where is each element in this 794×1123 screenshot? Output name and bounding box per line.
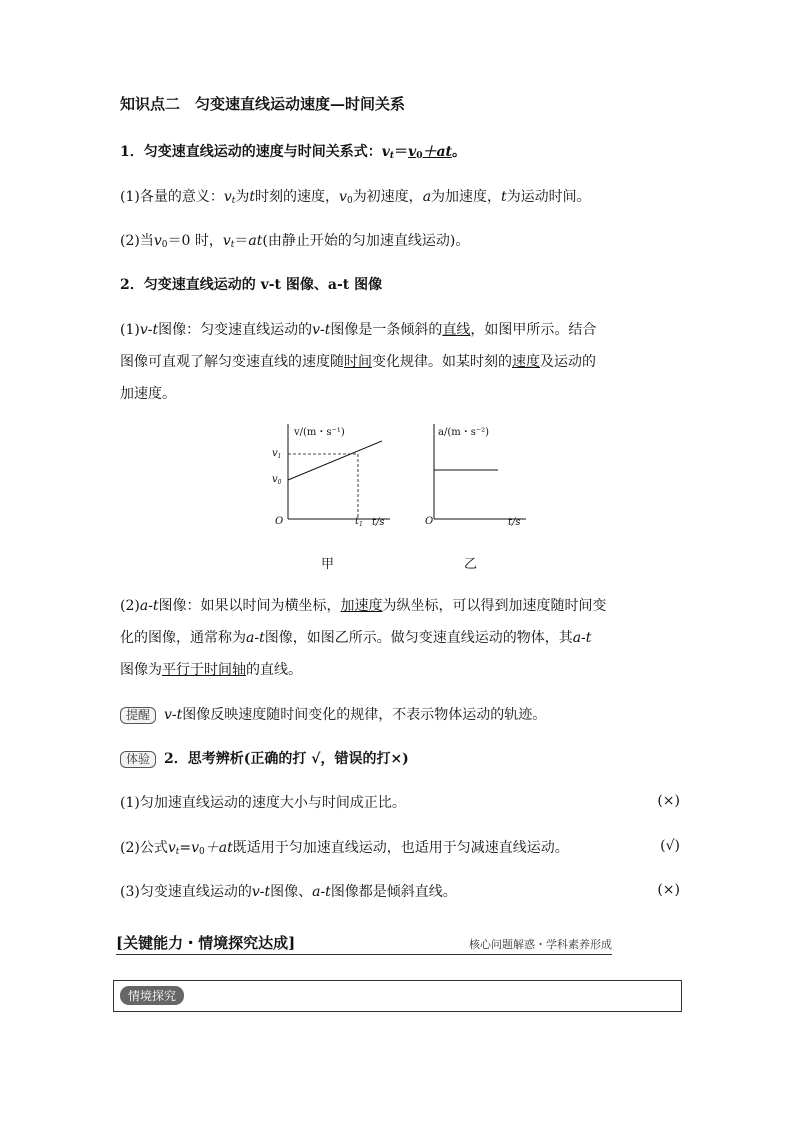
text: 为运动时间。	[506, 189, 591, 205]
experience-line	[120, 749, 409, 769]
text: (1)	[120, 322, 140, 338]
text: (3)匀变速直线运动的	[120, 884, 252, 900]
subscript: t	[230, 240, 235, 250]
text: (1)各量的意义：	[120, 189, 224, 205]
experience-text: 2．思考辨析(正确的打 √，错误的打×)	[164, 751, 409, 767]
text: 的直线。	[246, 662, 302, 678]
vt-line	[288, 441, 382, 480]
underlined-answer: 时间	[344, 354, 372, 370]
text: 图像：如果以时间为横坐标，	[158, 598, 341, 614]
text: 图像，如图乙所示。做匀变速直线运动的物体，其	[264, 630, 573, 646]
symbol: a-t	[572, 630, 592, 646]
text: (2)	[120, 598, 140, 614]
text: 时刻的速度，	[255, 189, 340, 205]
text: 变化规律。如某时刻的	[372, 354, 512, 370]
item-2-2	[120, 590, 680, 686]
text: 图像可直观了解匀变速直线的速度随	[120, 354, 344, 370]
section-title: [关键能力・情境探究达成]	[116, 934, 296, 952]
tip-text: 图像反映速度随时间变化的规律，不表示物体运动的轨迹。	[182, 707, 547, 723]
symbol: v-t	[312, 322, 331, 338]
section-bar	[116, 932, 612, 955]
symbol: v	[191, 840, 200, 856]
question-3	[120, 882, 457, 902]
text: 图像都是倾斜直线。	[330, 884, 457, 900]
symbol: a-t	[312, 884, 331, 900]
question-1: (1)匀加速直线运动的速度大小与时间成正比。	[120, 795, 406, 811]
symbol: v	[223, 189, 232, 205]
experience-tag: 体验	[120, 751, 156, 768]
item-2-1-line-1	[120, 314, 680, 346]
text: 为	[235, 189, 250, 205]
symbol: t	[501, 189, 507, 205]
underlined-answer: 平行于时间轴	[162, 662, 246, 678]
symbol: v-t	[164, 707, 183, 723]
at-caption: 乙	[464, 557, 478, 572]
question-2-mark: (√)	[660, 838, 680, 854]
symbol: v	[153, 233, 162, 249]
symbol: a	[422, 189, 432, 205]
item-1-suffix: 。	[452, 144, 467, 160]
item-2-1	[120, 314, 680, 410]
at-origin: O	[425, 516, 434, 527]
vt-graph	[262, 418, 392, 530]
subscript: 0	[199, 847, 205, 857]
item-2-1-line-3: 加速度。	[120, 386, 176, 402]
symbol: at	[248, 233, 263, 249]
text: ＝0 时，	[167, 233, 223, 249]
vt-v0-symbol: v	[272, 474, 278, 485]
underlined-answer: 加速度	[340, 598, 383, 614]
vt-t1-label	[355, 516, 363, 528]
text: 图像是一条倾斜的	[330, 322, 443, 338]
question-2	[120, 838, 569, 862]
symbol: ＋at	[204, 840, 233, 856]
text: ，如图甲所示。结合	[470, 322, 597, 338]
vt-v1-sub: 1	[277, 453, 282, 460]
scenario-box	[113, 980, 682, 1012]
item-1-2	[120, 231, 469, 255]
subscript: t	[175, 847, 180, 857]
subscript: 0	[346, 196, 353, 206]
formula-eq: ＝	[394, 144, 409, 160]
text: 图像：匀变速直线运动的	[158, 322, 313, 338]
text: (由静止开始的匀加速直线运动)。	[262, 233, 470, 249]
text: (2)当	[120, 233, 154, 249]
at-xlabel: t/s	[508, 517, 521, 528]
at-graph	[418, 418, 530, 530]
vt-origin: O	[275, 516, 284, 527]
text: 及运动的	[540, 354, 596, 370]
vt-t1-symbol: t	[355, 516, 360, 527]
symbol: v	[167, 840, 176, 856]
symbol: a-t	[246, 630, 265, 646]
formula-rhs: v	[408, 144, 417, 160]
text: 图像为	[120, 662, 162, 678]
item-1	[120, 142, 466, 166]
text: 为初速度，	[352, 189, 423, 205]
item-2-2-line-3	[120, 654, 680, 686]
section-subtitle: 核心问题解惑・学科素养形成	[469, 938, 612, 951]
formula-rest: ＋at	[422, 144, 453, 160]
subscript: t	[231, 196, 236, 206]
vt-caption: 甲	[321, 557, 335, 572]
vt-ylabel: v/(m・s⁻¹)	[294, 427, 345, 438]
vt-t1-sub: 1	[359, 521, 363, 528]
vt-v0-label	[272, 474, 282, 486]
text: ＝	[234, 233, 249, 249]
symbol: v	[339, 189, 347, 205]
text: 化的图像，通常称为	[120, 630, 246, 646]
symbol: v-t	[139, 322, 159, 338]
item-2-2-line-1	[120, 590, 680, 622]
tip-tag: 提醒	[120, 707, 156, 724]
section-heading: 知识点二 匀变速直线运动速度—时间关系	[120, 95, 406, 113]
text: 为加速度，	[431, 189, 502, 205]
scenario-tag: 情境探究	[120, 986, 184, 1005]
question-3-mark: (×)	[657, 882, 680, 898]
formula-lhs: v	[381, 144, 390, 160]
symbol: v	[222, 233, 231, 249]
symbol: v-t	[251, 884, 271, 900]
text: (2)公式	[120, 840, 168, 856]
vt-v1-symbol: v	[272, 448, 278, 459]
vt-v1-label	[272, 448, 281, 460]
tip-line	[120, 705, 546, 725]
item-2: 2．匀变速直线运动的 v-t 图像、a-t 图像	[120, 277, 383, 293]
vt-xlabel: t/s	[372, 517, 385, 528]
symbol: t	[249, 189, 256, 205]
symbol: a-t	[139, 598, 159, 614]
item-1-prefix: 1．匀变速直线运动的速度与时间关系式：	[120, 144, 382, 160]
item-2-2-line-2	[120, 622, 680, 654]
underlined-answer: 速度	[512, 354, 540, 370]
text: 既适用于匀加速直线运动，也适用于匀减速直线运动。	[232, 840, 569, 856]
text: 为纵坐标，可以得到加速度随时间变	[382, 598, 607, 614]
item-1-1	[120, 187, 591, 211]
vt-v0-sub: 0	[277, 479, 282, 486]
text: =	[179, 840, 192, 856]
question-1-mark: (×)	[657, 793, 680, 809]
at-ylabel: a/(m・s⁻²)	[438, 427, 490, 438]
subscript: 0	[161, 240, 168, 250]
formula-rhs-sub: 0	[416, 151, 423, 161]
item-2-1-line-2	[120, 346, 680, 378]
underlined-answer: 直线	[442, 322, 471, 338]
formula-lhs-sub: t	[389, 151, 395, 161]
text: 图像、	[270, 884, 313, 900]
